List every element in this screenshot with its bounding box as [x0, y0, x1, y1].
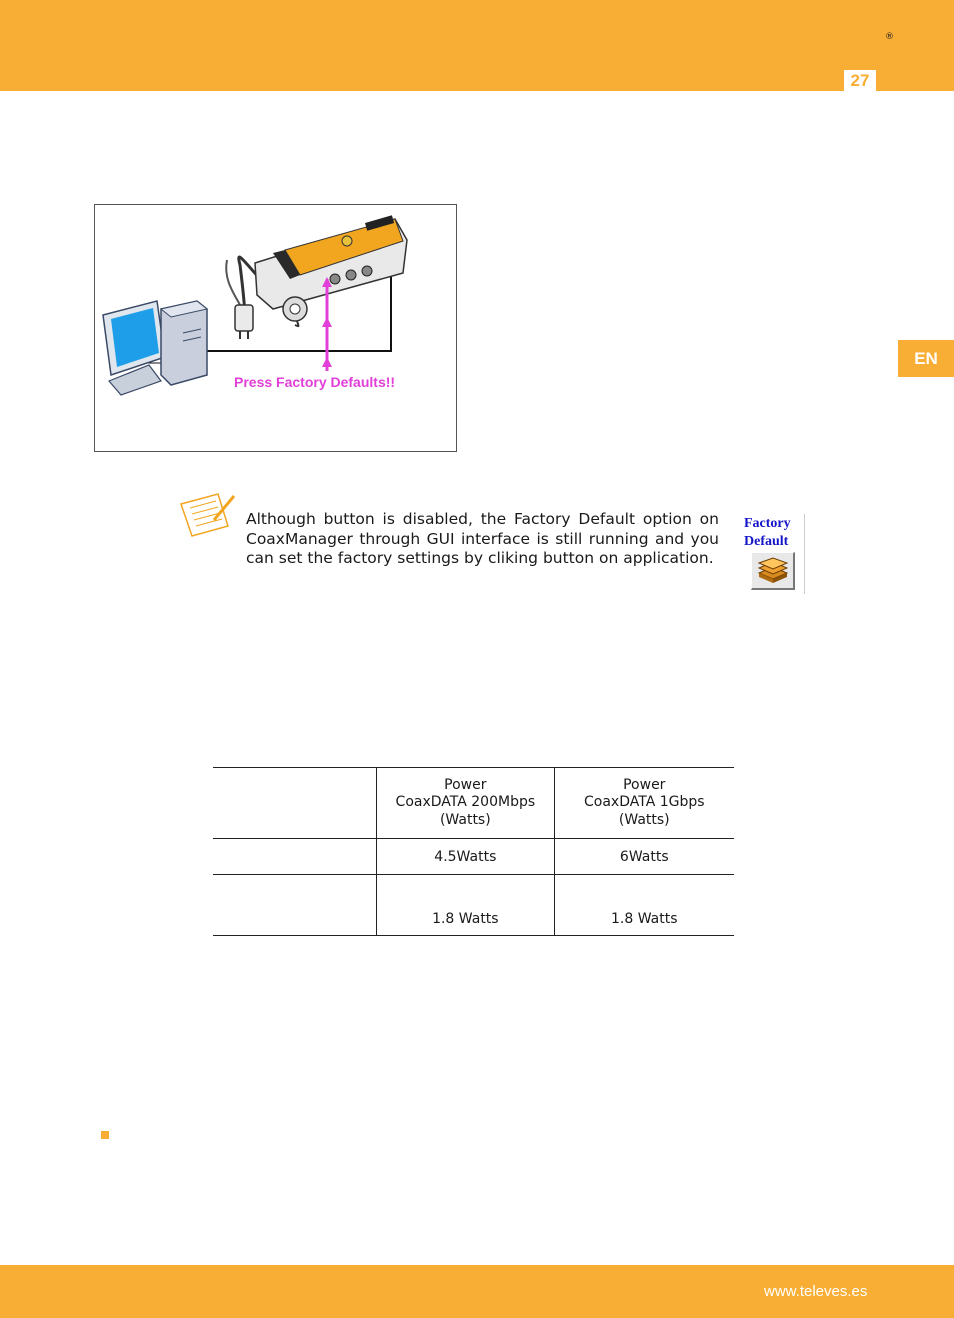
- divider: [804, 514, 805, 594]
- note-text: Although button is disabled, the Factory Default option on CoaxManager through GUI interface is still running and you can set the factory settings by cliking button on application.: [246, 510, 719, 568]
- header-line: Power: [623, 776, 666, 793]
- table-header-cell: [377, 768, 554, 839]
- layers-icon: [757, 557, 789, 585]
- device-connection-illustration: [95, 205, 456, 451]
- factory-default-label-line2: Default: [744, 534, 789, 549]
- header-line: CoaxDATA 1Gbps: [584, 794, 705, 811]
- registered-mark: ®: [885, 32, 894, 42]
- table-header-cell: [213, 768, 377, 839]
- table-cell: 4.5Watts: [377, 839, 554, 875]
- power-consumption-table: [213, 767, 734, 936]
- page-header: [0, 0, 954, 91]
- factory-default-label: [744, 515, 791, 551]
- page-number: 27: [844, 70, 876, 91]
- header-line: CoaxDATA 200Mbps: [395, 794, 536, 811]
- table-header-cell: [554, 768, 734, 839]
- header-line: (Watts): [439, 811, 491, 828]
- header-line: Power: [444, 776, 487, 793]
- website-link[interactable]: www.televes.es: [764, 1283, 868, 1300]
- press-factory-defaults-label: Press Factory Defaults!!: [234, 374, 396, 390]
- table-cell: 6Watts: [554, 839, 734, 875]
- bullet-square: [101, 1131, 109, 1139]
- table-cell: 1.8 Watts: [554, 875, 734, 936]
- language-tab-en[interactable]: EN: [898, 340, 954, 377]
- header-line: (Watts): [618, 811, 670, 828]
- table-cell: [213, 875, 377, 936]
- table-row: [213, 875, 734, 936]
- table-row: [213, 839, 734, 875]
- factory-default-label-line1: Factory: [744, 516, 791, 531]
- factory-reset-figure: [94, 204, 457, 452]
- factory-default-widget: [738, 512, 806, 594]
- table-cell: 1.8 Watts: [377, 875, 554, 936]
- note-icon: [178, 490, 238, 544]
- factory-default-button[interactable]: [751, 552, 795, 590]
- table-cell: [213, 839, 377, 875]
- table-header-row: [213, 768, 734, 839]
